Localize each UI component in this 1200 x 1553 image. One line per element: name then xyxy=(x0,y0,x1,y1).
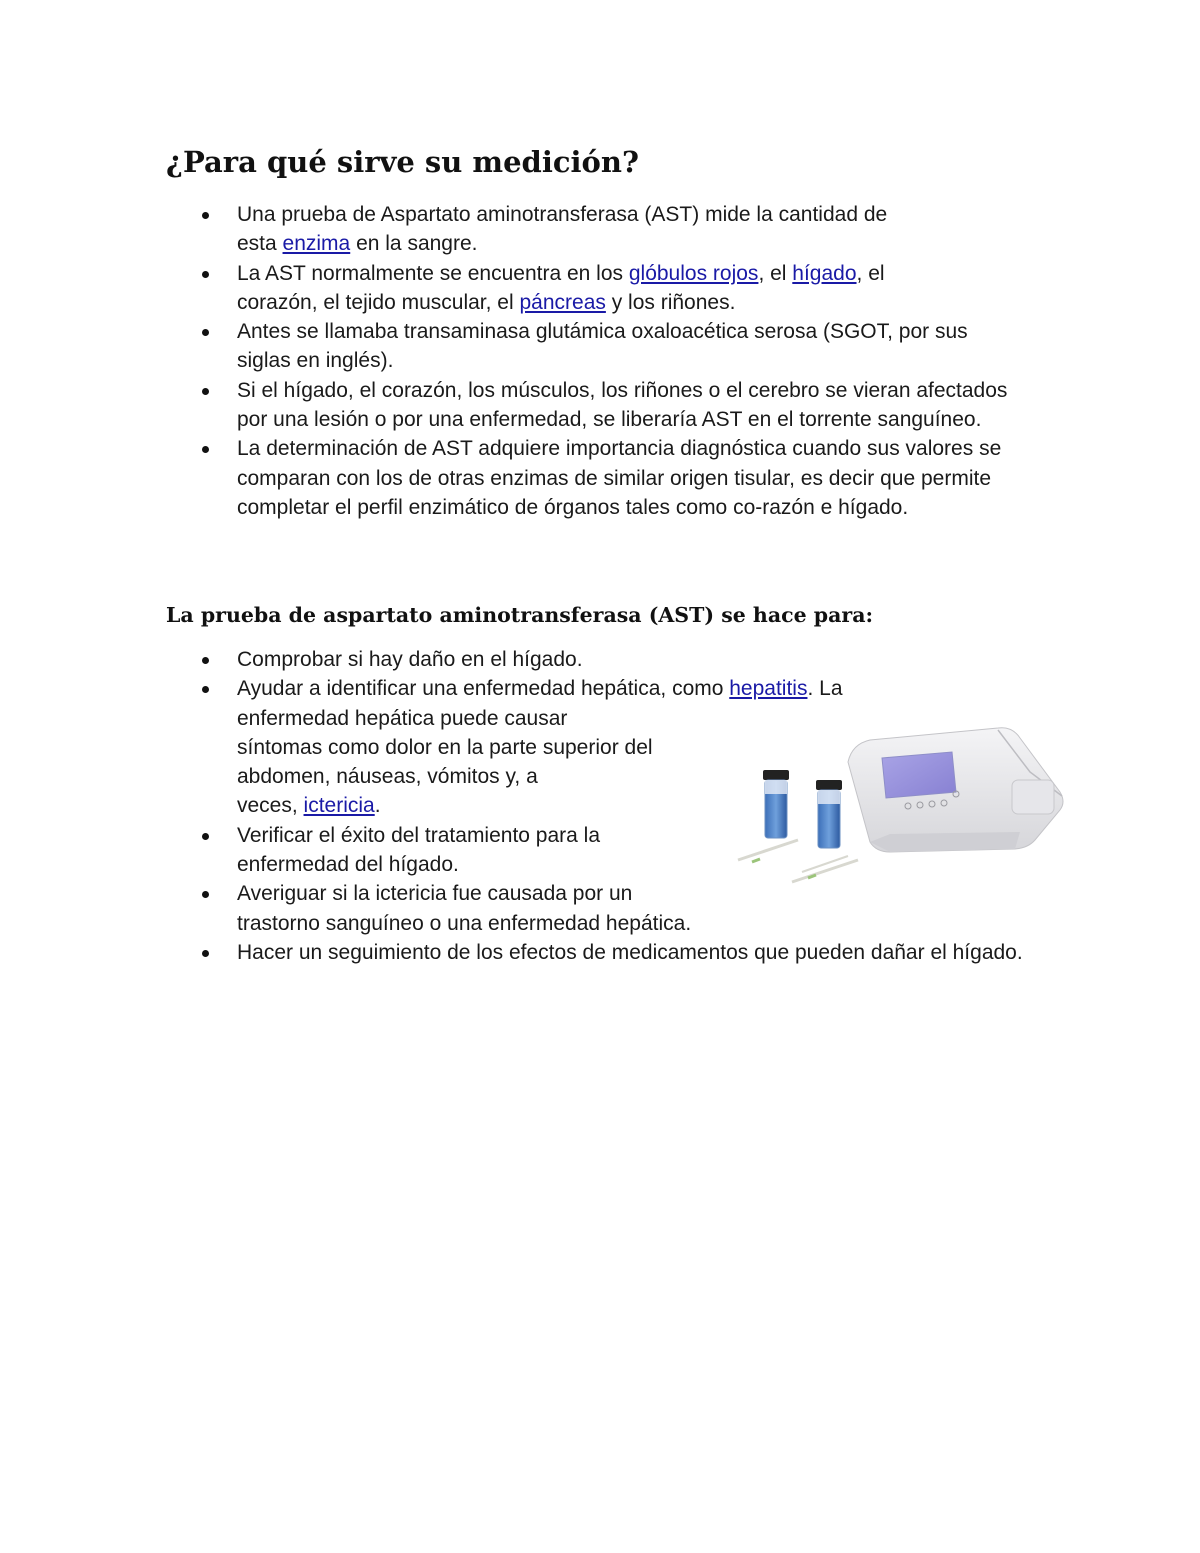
section-title-prueba: La prueba de aspartato aminotransferasa (AST) se hace para: xyxy=(166,603,874,627)
medicion-list xyxy=(166,200,1026,522)
list-item: Una prueba de Aspartato aminotransferasa (AST) mide la cantidad de esta enzima en la sangre. xyxy=(166,200,1026,259)
link-higado[interactable]: hígado xyxy=(792,261,857,285)
analyzer-device-illustration xyxy=(730,722,1068,890)
list-item: Comprobar si hay daño en el hígado. xyxy=(166,645,1046,674)
list-item: La determinación de AST adquiere importancia diagnóstica cuando sus valores se comparan con los de otras enzimas de similar origen tisular, es decir que permite completar el perfil enzimático de órganos tales como co-razón e hígado. xyxy=(166,434,1026,522)
list-item: Ayudar a identificar una enfermedad hepática, como hepatitis. La enfermedad hepática puede causar síntomas como dolor en la parte superior del abdomen, náuseas, vómitos y, a veces, ictericia. xyxy=(166,674,1046,820)
section-title-medicion: ¿Para qué sirve su medición? xyxy=(166,145,639,179)
link-hepatitis[interactable]: hepatitis xyxy=(729,677,808,701)
list-item: Hacer un seguimiento de los efectos de medicamentos que pueden dañar el hígado. xyxy=(166,938,1046,967)
list-item: Averiguar si la ictericia fue causada por un trastorno sanguíneo o una enfermedad hepática. xyxy=(166,879,1046,938)
list-item: La AST normalmente se encuentra en los glóbulos rojos, el hígado, el corazón, el tejido muscular, el páncreas y los riñones. xyxy=(166,259,1026,318)
link-ictericia[interactable]: ictericia xyxy=(303,794,375,818)
link-globulos-rojos[interactable]: glóbulos rojos xyxy=(628,261,759,285)
link-enzima[interactable]: enzima xyxy=(282,232,351,256)
list-item: Si el hígado, el corazón, los músculos, los riñones o el cerebro se vieran afectados por una lesión o por una enfermedad, se liberaría AST en el torrente sanguíneo. xyxy=(166,376,1026,435)
link-pancreas[interactable]: páncreas xyxy=(519,290,606,314)
list-item: Antes se llamaba transaminasa glutámica oxaloacética serosa (SGOT, por sus siglas en inglés). xyxy=(166,317,1026,376)
list-item: Verificar el éxito del tratamiento para la enfermedad del hígado. xyxy=(166,821,1046,880)
